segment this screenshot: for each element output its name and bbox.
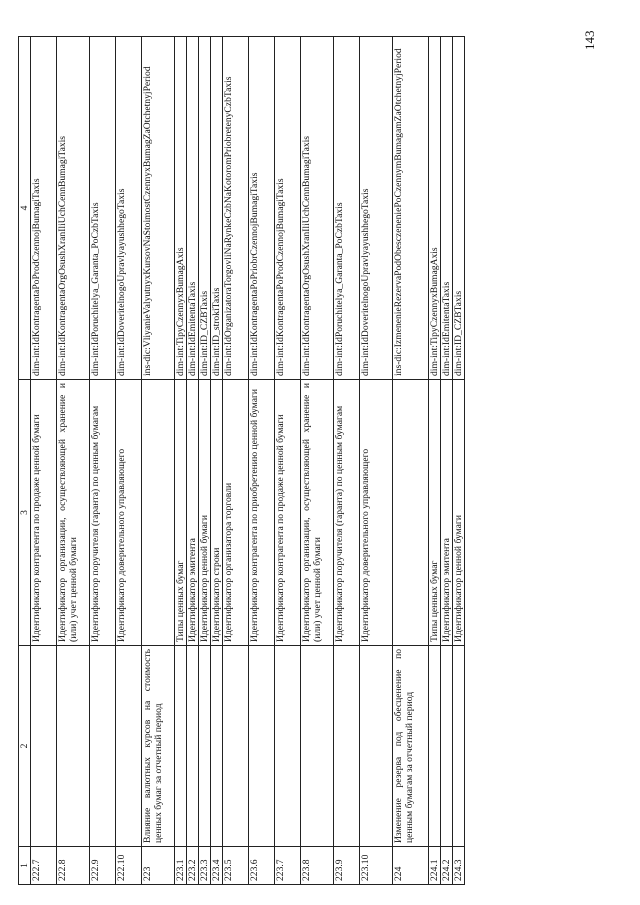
- row-name: [301, 646, 334, 847]
- row-code: dim-int:IdPoruchitelya_Garanta_PoCzbTaxis: [90, 37, 116, 380]
- row-name: Влияние валютных курсов на стоимость ценных бумаг за отчетный период: [142, 646, 175, 847]
- row-description: [142, 380, 175, 646]
- table-row: [211, 37, 223, 885]
- row-code: dim-int:IdDoveritelnogoUpravlyayushhegoTaxis: [116, 37, 142, 380]
- column-header: 2: [19, 646, 31, 847]
- row-number: 223.10: [360, 847, 393, 885]
- column-header: 1: [19, 847, 31, 885]
- row-number: 222.7: [31, 847, 57, 885]
- row-number: 224.1: [429, 847, 441, 885]
- row-number: 223.5: [223, 847, 249, 885]
- row-name: Изменение резерва под обесценение по ценным бумагам за отчетный период: [393, 646, 429, 847]
- row-description: Идентификатор эмитента: [187, 380, 199, 646]
- row-name: [360, 646, 393, 847]
- row-description: Типы ценных бумаг: [175, 380, 187, 646]
- table-row: [393, 37, 429, 885]
- row-number: 223.1: [175, 847, 187, 885]
- row-description: Идентификатор организатора торговли: [223, 380, 249, 646]
- row-description: Идентификатор ценной бумаги: [453, 380, 465, 646]
- table-row: [116, 37, 142, 885]
- row-description: Идентификатор доверительного управляющего: [360, 380, 393, 646]
- row-code: dim-int:IdEmitentaTaxis: [441, 37, 453, 380]
- table-row: [441, 37, 453, 885]
- row-number: 224.3: [453, 847, 465, 885]
- row-code: dim-int:IdEmitentaTaxis: [187, 37, 199, 380]
- column-header: 3: [19, 380, 31, 646]
- row-description: Идентификатор организации, осуществляющей хранение и (или) учет ценной бумаги: [57, 380, 90, 646]
- data-table: [18, 36, 465, 885]
- row-code: dim-int:ID_CZBTaxis: [199, 37, 211, 380]
- row-description: Идентификатор доверительного управляющего: [116, 380, 142, 646]
- row-code: dim-int:IdKontragentaOrgOsushXranIliUchCennBumagiTaxis: [57, 37, 90, 380]
- table-row: [199, 37, 211, 885]
- row-code: dim-int:IdDoveritelnogoUpravlyayushhegoTaxis: [360, 37, 393, 380]
- row-name: [211, 646, 223, 847]
- row-name: [187, 646, 199, 847]
- row-name: [199, 646, 211, 847]
- table-row: [175, 37, 187, 885]
- row-name: [429, 646, 441, 847]
- row-name: [334, 646, 360, 847]
- row-code: dim-int:ID_strokiTaxis: [211, 37, 223, 380]
- row-number: 223.7: [275, 847, 301, 885]
- table-row: [31, 37, 57, 885]
- row-number: 222.10: [116, 847, 142, 885]
- row-number: 223.2: [187, 847, 199, 885]
- row-number: 224.2: [441, 847, 453, 885]
- row-description: Идентификатор организации, осуществляющей хранение и (или) учет ценной бумаги: [301, 380, 334, 646]
- row-description: Идентификатор контрагента по приобретению ценной бумаги: [249, 380, 275, 646]
- row-number: 223: [142, 847, 175, 885]
- row-name: [116, 646, 142, 847]
- table-body: [19, 37, 465, 885]
- row-name: [90, 646, 116, 847]
- table-row: [429, 37, 441, 885]
- row-code: dim-int:ID_CZBTaxis: [453, 37, 465, 380]
- table-row: [187, 37, 199, 885]
- row-code: dim-int:IdPoruchitelya_Garanta_PoCzbTaxis: [334, 37, 360, 380]
- row-number: 224: [393, 847, 429, 885]
- row-number: 223.9: [334, 847, 360, 885]
- row-description: [393, 380, 429, 646]
- row-code: dim-int:IdKontragentaPoProdCzennojBumagiTaxis: [31, 37, 57, 380]
- row-number: 223.6: [249, 847, 275, 885]
- row-description: Идентификатор ценной бумаги: [199, 380, 211, 646]
- row-name: [249, 646, 275, 847]
- row-description: Идентификатор эмитента: [441, 380, 453, 646]
- row-number: 223.8: [301, 847, 334, 885]
- table-row: [275, 37, 301, 885]
- row-description: Идентификатор строки: [211, 380, 223, 646]
- row-name: [31, 646, 57, 847]
- row-description: Идентификатор поручителя (гаранта) по ценным бумагам: [90, 380, 116, 646]
- page-number: 143: [582, 30, 597, 50]
- row-code: dim-int:TipyCzennyxBumagAxis: [175, 37, 187, 380]
- row-code: dim-int:IdKontragentaPoPriobrCzennojBumagiTaxis: [249, 37, 275, 380]
- column-header: 4: [19, 37, 31, 380]
- table-row: [301, 37, 334, 885]
- row-name: [453, 646, 465, 847]
- row-code: dim-int:IdKontragentaPoProdCzennojBumagiTaxis: [275, 37, 301, 380]
- row-code: dim-int:TipyCzennyxBumagAxis: [429, 37, 441, 380]
- row-number: 222.9: [90, 847, 116, 885]
- table-row: [360, 37, 393, 885]
- table-row: [57, 37, 90, 885]
- row-number: 222.8: [57, 847, 90, 885]
- row-code: ins-dic:VliyanieValyutnyxKursovNaStoimostCzennyxBumagZaOtchetnyjPeriod: [142, 37, 175, 380]
- table-row: [453, 37, 465, 885]
- row-number: 223.3: [199, 847, 211, 885]
- row-name: [275, 646, 301, 847]
- table-row: [334, 37, 360, 885]
- row-code: dim-int:IdKontragentaOrgOsushXranIliUchCennBumagiTaxis: [301, 37, 334, 380]
- table-row: [90, 37, 116, 885]
- table-row: [249, 37, 275, 885]
- rotated-page-content: [18, 37, 520, 885]
- row-name: [57, 646, 90, 847]
- table-row: [142, 37, 175, 885]
- row-name: [175, 646, 187, 847]
- row-description: Идентификатор контрагента по продаже ценной бумаги: [31, 380, 57, 646]
- row-description: Типы ценных бумаг: [429, 380, 441, 646]
- row-name: [223, 646, 249, 847]
- row-code: ins-dic:IzmenenieRezervaPodObesczeneniePoCzennymBumagamZaOtchetnyjPeriod: [393, 37, 429, 380]
- row-description: Идентификатор контрагента по продаже ценной бумаги: [275, 380, 301, 646]
- row-name: [441, 646, 453, 847]
- row-description: Идентификатор поручителя (гаранта) по ценным бумагам: [334, 380, 360, 646]
- header-row: [19, 37, 31, 885]
- row-code: dim-int:IdOrganizatoraTorgovliNaRynkeCzbNaKotoromPriobretenyCzbTaxis: [223, 37, 249, 380]
- table-row: [223, 37, 249, 885]
- row-number: 223.4: [211, 847, 223, 885]
